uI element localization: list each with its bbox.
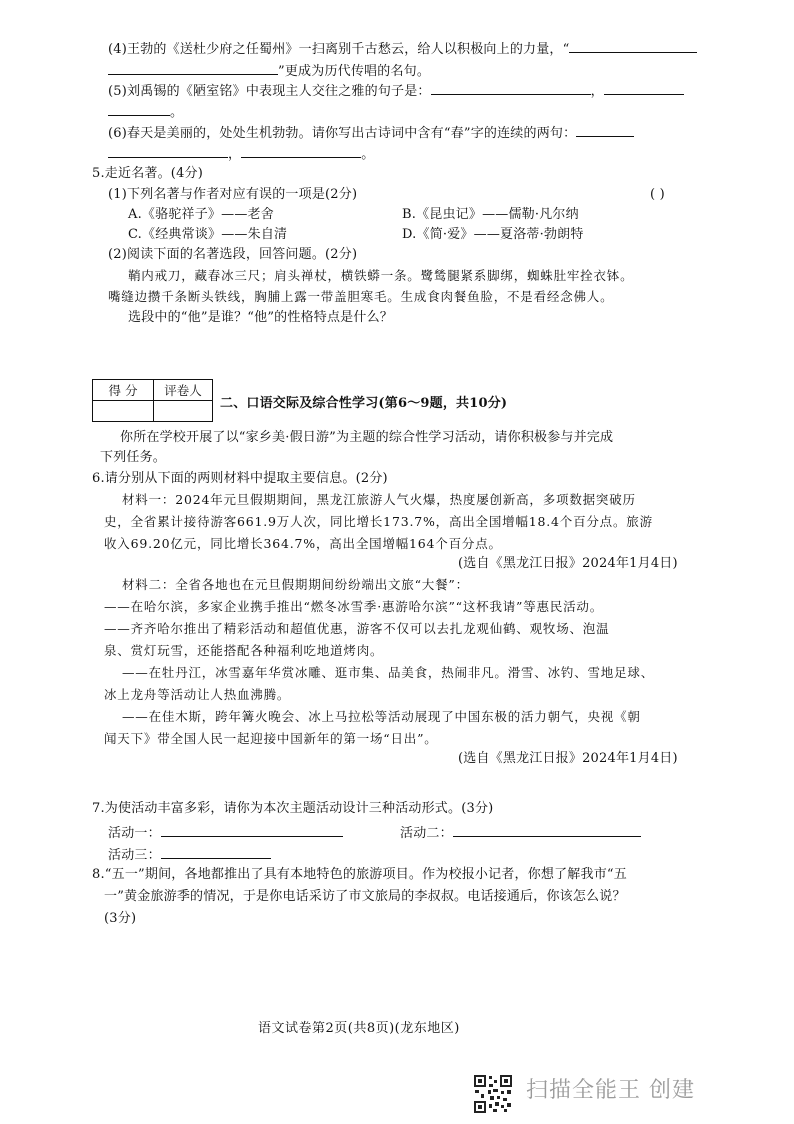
q4-item5-sep: ， (590, 84, 604, 99)
answer-blank[interactable] (241, 143, 361, 158)
q4-item6-line2 (108, 143, 374, 165)
section-intro-1: 你所在学校开展了以“家乡美·假日游”为主题的综合性学习活动，请你积极参与并完成 (120, 430, 614, 445)
page-footer: 语文试卷第2页(共8页)(龙东地区) (258, 1021, 460, 1036)
q4-item4-text: (4)王勃的《送杜少府之任蜀州》一扫离别千古愁云，给人以积极向上的力量，“ (108, 42, 570, 57)
activity-3-label: 活动三： (108, 848, 161, 863)
score-header: 得 分 (93, 380, 154, 401)
material2-source: (选自《黑龙江日报》2024年1月4日) (458, 751, 678, 766)
q7-title: 7.为使活动丰富多彩，请你为本次主题活动设计三种活动形式。(3分) (92, 801, 494, 816)
q4-item6-end: 。 (361, 147, 375, 162)
activity-2-blank[interactable] (453, 822, 641, 837)
answer-blank[interactable] (108, 60, 278, 75)
activity-1-label: 活动一： (108, 826, 161, 841)
material2-line-7: ——在佳木斯，跨年篝火晚会、冰上马拉松等活动展现了中国东极的活力朝气，央视《朝 (122, 709, 641, 724)
answer-blank[interactable] (604, 80, 684, 95)
answer-blank[interactable] (108, 101, 170, 116)
score-box (92, 379, 213, 422)
material2-line-8: 闻天下》带全国人民一起迎接中国新年的第一场“日出”。 (104, 731, 438, 746)
material1-source: (选自《黑龙江日报》2024年1月4日) (458, 556, 678, 571)
option-d: D.《简·爱》——夏洛蒂·勃朗特 (402, 227, 584, 242)
q4-item6-sep: ， (228, 147, 242, 162)
material1-line-3: 收入69.20亿元，同比增长364.7%，高出全国增幅164个百分点。 (104, 536, 502, 551)
option-b: B.《昆虫记》——儒勒·凡尔纳 (402, 207, 579, 222)
q4-item6-line1 (108, 122, 634, 144)
material1-line-2: 史，全省累计接待游客661.9万人次，同比增长173.7%，高出全国增幅18.4个百分点。旅游 (104, 514, 653, 529)
q4-item5-line1 (108, 80, 684, 102)
material1-line-1: 材料一：2024年元旦假期期间，黑龙江旅游人气火爆，热度屡创新高，多项数据突破历 (122, 492, 636, 507)
option-c: C.《经典常谈》——朱自清 (128, 227, 288, 242)
section-heading: 二、口语交际及综合性学习(第6～9题，共10分) (220, 396, 508, 411)
excerpt-line-2: 嘴缝边攒千条断头铁线，胸脯上露一带盖胆寒毛。生成食肉餐鱼脸，不是看经念佛人。 (108, 289, 614, 304)
material2-line-6: 冰上龙舟等活动让人热血沸腾。 (104, 687, 291, 702)
scanner-watermark: 扫描全能王 创建 (526, 1078, 695, 1103)
activity-1 (108, 822, 343, 844)
q6-title: 6.请分别从下面的两则材料中提取主要信息。(2分) (92, 471, 388, 486)
answer-blank[interactable] (431, 80, 591, 95)
material2-line-1: 材料二：全省各地也在元旦假期期间纷纷端出文旅“大餐”： (122, 577, 469, 592)
q5-sub1: (1)下列名著与作者对应有误的一项是(2分) (108, 187, 358, 202)
excerpt-line-1: 鞘内戒刀，藏春冰三尺；肩头禅杖，横铁蟒一条。鹭鸶腿紧系脚绑，蜘蛛肚牢拴衣钵。 (128, 268, 634, 283)
material2-line-5: ——在牡丹江，冰雪嘉年华赏冰雕、逛市集、品美食，热闹非凡。滑雪、冰钓、雪地足球、 (122, 665, 655, 680)
grader-header: 评卷人 (154, 380, 213, 401)
q4-item4-line2 (108, 60, 430, 82)
grader-cell[interactable] (154, 401, 213, 422)
q4-item4-line1 (108, 38, 697, 60)
qr-code-icon (473, 1074, 513, 1114)
activity-3-blank[interactable] (161, 844, 271, 859)
q4-item4-suffix: ”更成为历代传唱的名句。 (278, 64, 431, 79)
activity-3 (108, 844, 271, 866)
q4-item5-line2: 。 (108, 101, 183, 123)
material2-line-3: ——齐齐哈尔推出了精彩活动和超值优惠，游客不仅可以去扎龙观仙鹤、观牧场、泡温 (104, 621, 610, 636)
q8-line-3: (3分) (104, 911, 137, 926)
q4-item5-text: (5)刘禹锡的《陋室铭》中表现主人交往之雅的句子是： (108, 84, 431, 99)
answer-blank[interactable] (569, 38, 697, 53)
activity-2-label: 活动二： (400, 826, 453, 841)
section-intro-2: 下列任务。 (100, 450, 167, 465)
answer-paren[interactable]: ( ) (650, 187, 665, 202)
material2-line-4: 泉、赏灯玩雪，还能搭配各种福利吃地道烤肉。 (104, 643, 384, 658)
activity-2 (400, 822, 641, 844)
q8-line-2: 一”黄金旅游季的情况，于是你电话采访了市文旅局的李叔叔。电话接通后，你该怎么说？ (104, 889, 626, 904)
q5-title: 5.走近名著。(4分) (92, 166, 204, 181)
q8-line-1: 8.“五一”期间，各地都推出了具有本地特色的旅游项目。作为校报小记者，你想了解我市“五 (92, 867, 627, 882)
q5-question: 选段中的“他”是谁？“他”的性格特点是什么？ (128, 310, 393, 325)
option-a: A.《骆驼祥子》——老舍 (128, 207, 274, 222)
activity-1-blank[interactable] (161, 822, 343, 837)
q5-sub2: (2)阅读下面的名著选段，回答问题。(2分) (108, 247, 358, 262)
answer-blank[interactable] (576, 122, 634, 137)
score-cell[interactable] (93, 401, 154, 422)
material2-line-2: ——在哈尔滨，多家企业携手推出“燃冬冰雪季·惠游哈尔滨”“这杯我请”等惠民活动。 (104, 599, 604, 614)
answer-blank[interactable] (108, 143, 228, 158)
q4-item6-text: (6)春天是美丽的，处处生机勃勃。请你写出古诗词中含有“春”字的连续的两句： (108, 126, 577, 141)
